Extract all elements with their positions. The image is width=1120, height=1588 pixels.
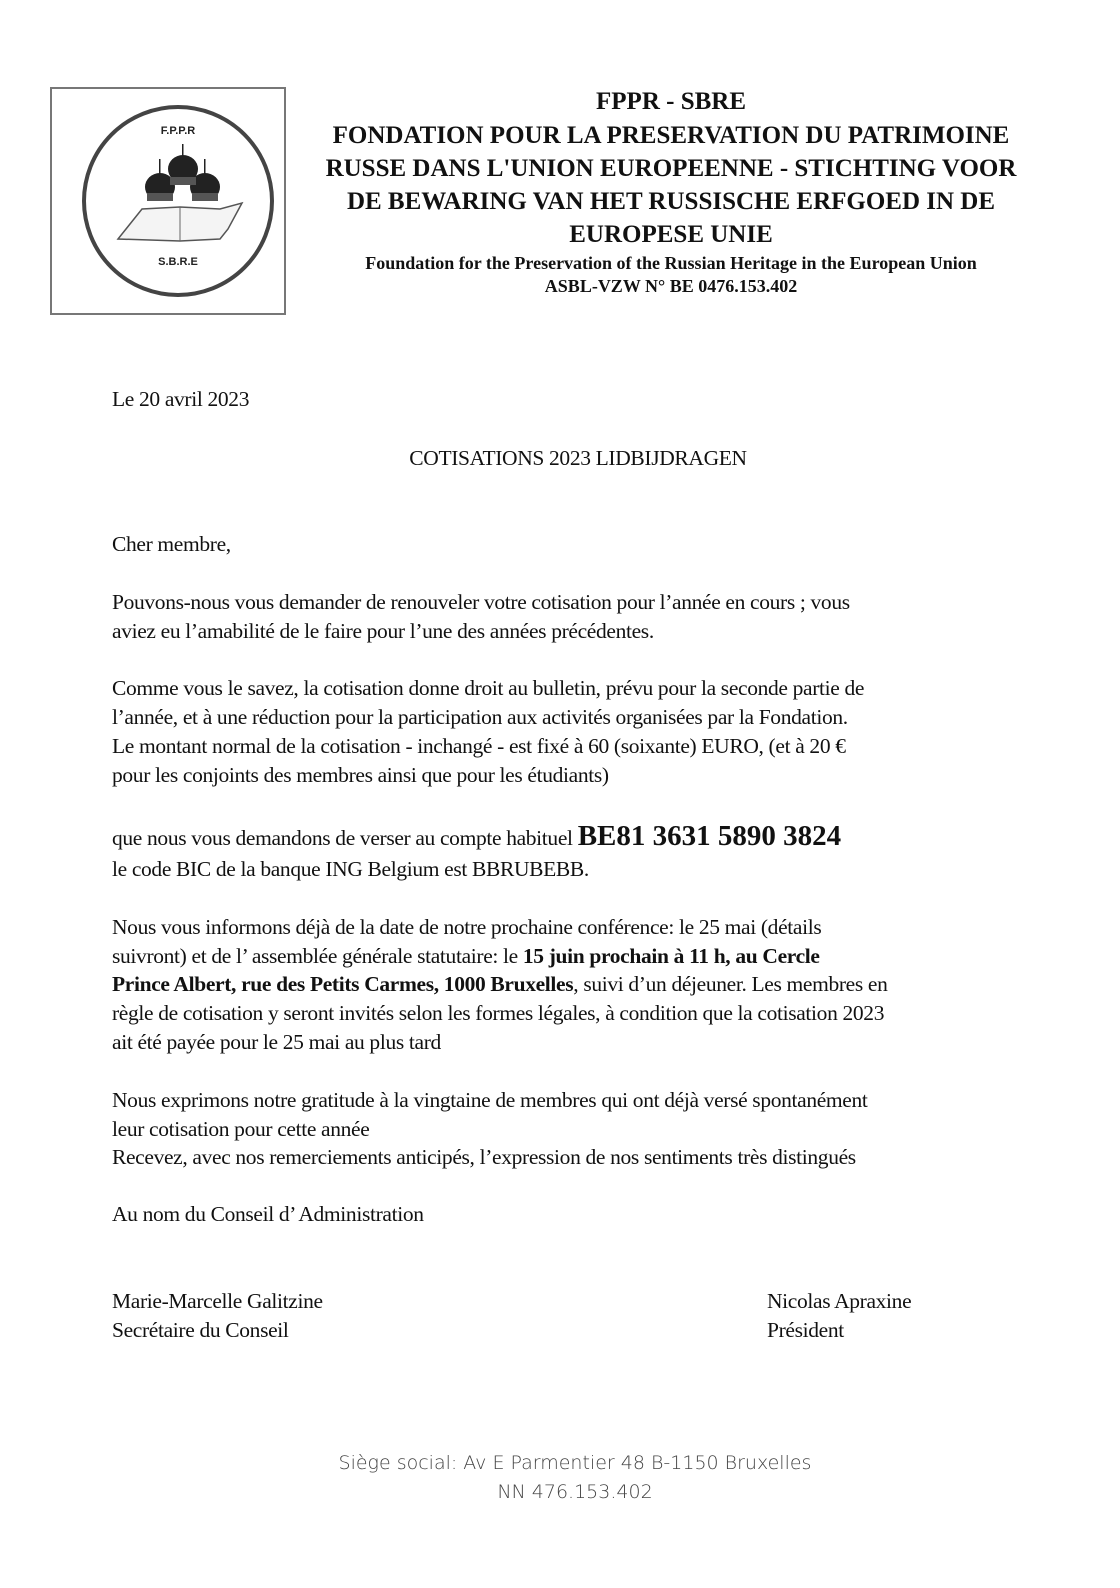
paragraph-line: Nous exprimons notre gratitude à la vingtaine de membres qui ont déjà versé spontanément xyxy=(112,1088,868,1112)
paragraph-line: Nous vous informons déjà de la date de notre prochaine conférence: le 25 mai (détails xyxy=(112,915,822,939)
footer-address: Siège social: Av E Parmentier 48 B-1150 Bruxelles xyxy=(338,1452,812,1474)
paragraph-line: règle de cotisation y seront invités selon les formes légales, à condition que la cotisation 2023 xyxy=(112,1001,885,1025)
logo-text-bottom: S.B.R.E xyxy=(158,256,198,268)
paragraph-line: Pouvons-nous vous demander de renouveler votre cotisation pour l’année en cours ; vous xyxy=(112,590,850,614)
logo xyxy=(50,87,286,315)
signatory-left-role: Secrétaire du Conseil xyxy=(112,1318,289,1342)
footer-nn: NN 476.153.402 xyxy=(497,1481,653,1503)
org-name-line: RUSSE DANS L'UNION EUROPEENNE - STICHTING VOOR xyxy=(325,155,1017,182)
letter-subject: COTISATIONS 2023 LIDBIJDRAGEN xyxy=(409,446,747,470)
text: , suivi d’un déjeuner. Les membres en xyxy=(573,972,888,996)
paragraph-line xyxy=(112,972,888,997)
org-name-line: EUROPESE UNIE xyxy=(569,221,773,248)
paragraph-line: Comme vous le savez, la cotisation donne droit au bulletin, prévu pour la seconde partie de xyxy=(112,676,865,700)
signatory-left-name: Marie-Marcelle Galitzine xyxy=(112,1289,323,1313)
paragraph-line: Le montant normal de la cotisation - inchangé - est fixé à 60 (soixante) EURO, (et à 20 € xyxy=(112,734,846,758)
payment-text: que nous vous demandons de verser au compte habituel xyxy=(112,826,578,850)
meeting-location: Prince Albert, rue des Petits Carmes, 1000 Bruxelles xyxy=(112,972,574,996)
paragraph-line: pour les conjoints des membres ainsi que pour les étudiants) xyxy=(112,763,609,787)
signatory-right-role: Président xyxy=(767,1318,844,1342)
paragraph-line: leur cotisation pour cette année xyxy=(112,1117,370,1141)
paragraph-line: le code BIC de la banque ING Belgium est BBRUBEBB. xyxy=(112,857,589,881)
org-english-name: Foundation for the Preservation of the Russian Heritage in the European Union xyxy=(365,253,977,273)
paragraph-line: aviez eu l’amabilité de le faire pour l’une des années précédentes. xyxy=(112,619,654,643)
closing: Au nom du Conseil d’ Administration xyxy=(112,1202,424,1226)
logo-text-top: F.P.P.R xyxy=(160,125,196,137)
iban-number: BE81 3631 5890 3824 xyxy=(577,820,842,852)
paragraph-line: l’année, et à une réduction pour la participation aux activités organisées par la Fondation. xyxy=(112,705,848,729)
salutation: Cher membre, xyxy=(112,532,231,556)
paragraph-line: ait été payée pour le 25 mai au plus tard xyxy=(112,1030,441,1054)
logo-emblem-icon xyxy=(52,89,284,313)
org-registration: ASBL-VZW N° BE 0476.153.402 xyxy=(544,276,798,296)
paragraph-line: Recevez, avec nos remerciements anticipés, l’expression de nos sentiments très distingués xyxy=(112,1145,856,1169)
paragraph-line xyxy=(112,944,820,969)
meeting-date: 15 juin prochain à 11 h, au Cercle xyxy=(522,944,820,968)
org-name-line: DE BEWARING VAN HET RUSSISCHE ERFGOED IN DE xyxy=(346,188,996,215)
text: suivront) et de l’ assemblée générale statutaire: le xyxy=(112,944,523,968)
letter-date: Le 20 avril 2023 xyxy=(112,387,250,411)
paragraph-line xyxy=(112,820,841,853)
org-name-line: FONDATION POUR LA PRESERVATION DU PATRIMOINE xyxy=(332,122,1010,149)
signatory-right-name: Nicolas Apraxine xyxy=(767,1289,912,1313)
org-acronym: FPPR - SBRE xyxy=(596,88,746,115)
